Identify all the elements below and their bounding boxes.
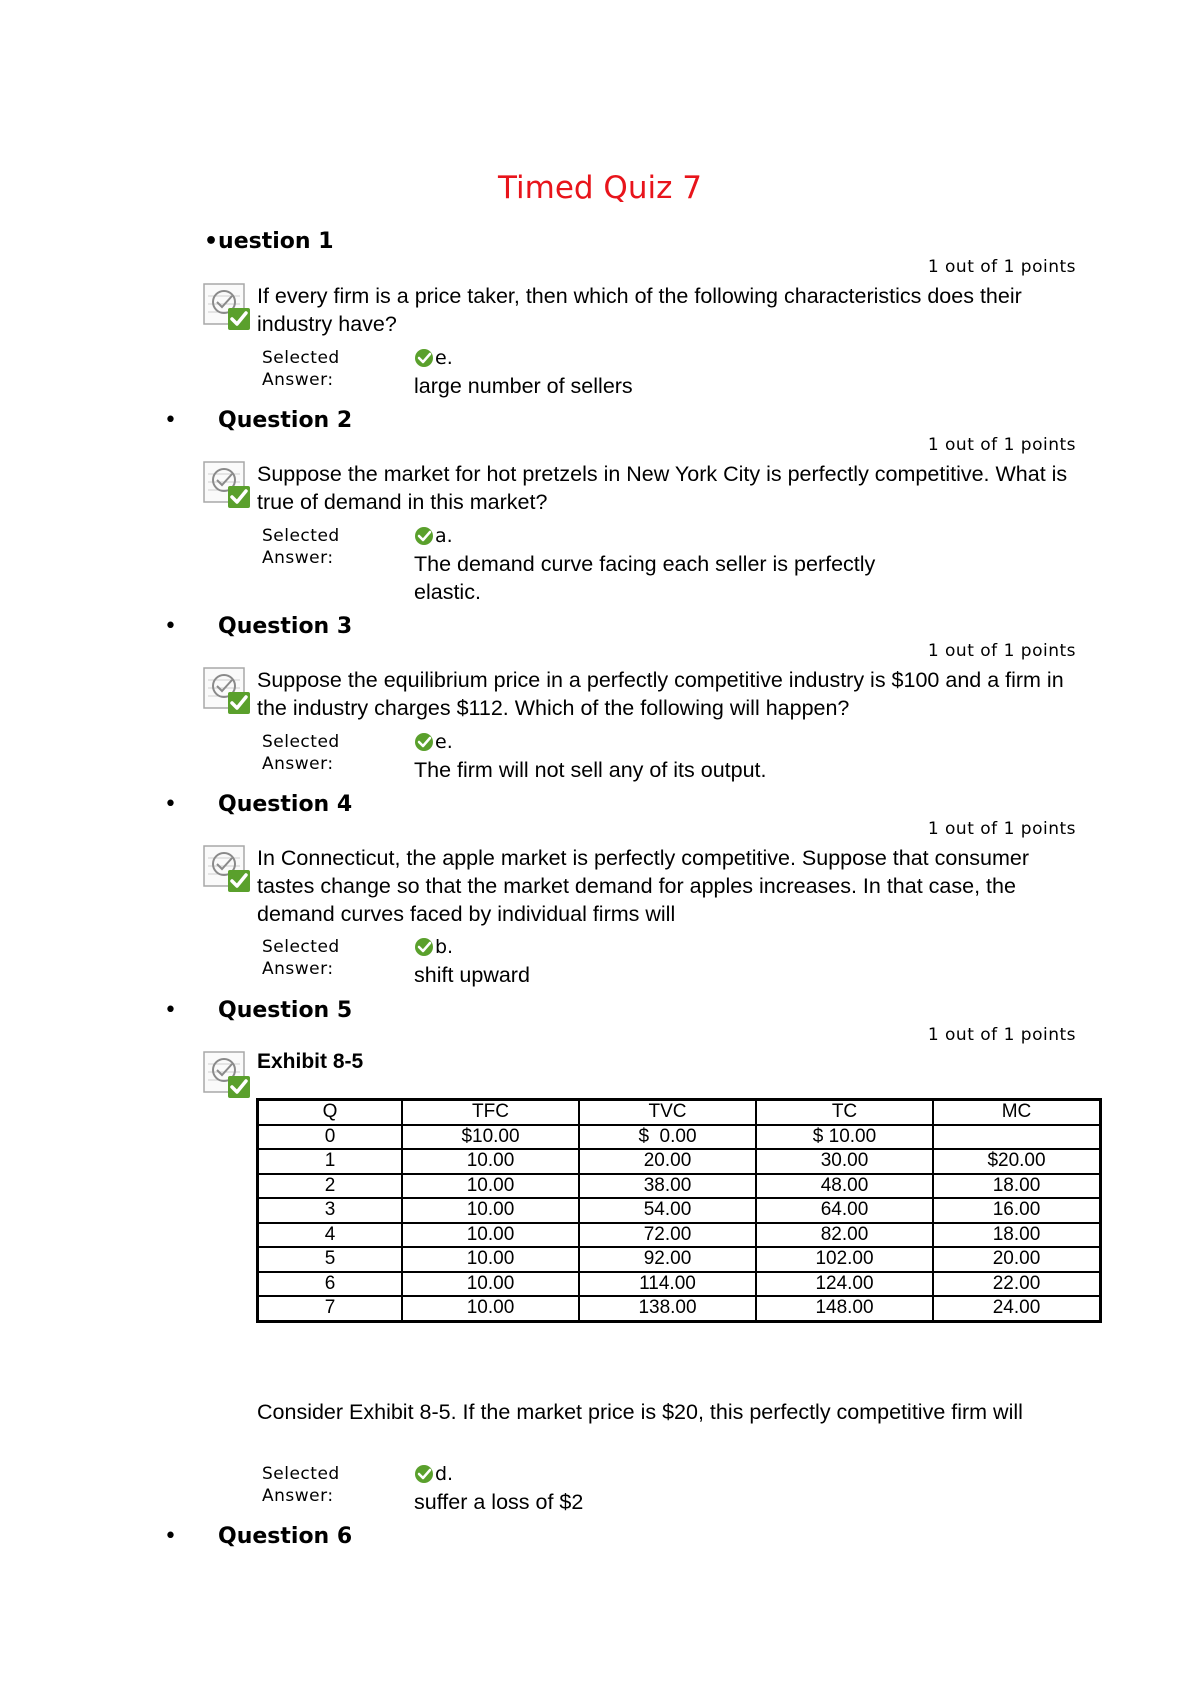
table-row xyxy=(258,1296,1101,1321)
bullet: • xyxy=(164,614,177,639)
question-3-heading: Question 3 xyxy=(218,614,353,639)
table-row xyxy=(258,1272,1101,1297)
column-header: TC xyxy=(756,1100,933,1125)
table-cell: 10.00 xyxy=(402,1198,579,1223)
question-4-points: 1 out of 1 points xyxy=(927,819,1076,839)
question-1-points: 1 out of 1 points xyxy=(927,257,1076,277)
table-cell: 22.00 xyxy=(933,1272,1101,1297)
question-2-heading: Question 2 xyxy=(218,408,353,433)
table-cell: 20.00 xyxy=(933,1247,1101,1272)
answer-4-text: shift upward xyxy=(414,963,530,987)
table-cell: $ 0.00 xyxy=(579,1125,756,1150)
selected-label: Selected xyxy=(262,732,340,752)
selected-label: Selected xyxy=(262,526,340,546)
selected-label: Selected xyxy=(262,937,340,957)
table-cell: 18.00 xyxy=(933,1223,1101,1248)
table-row xyxy=(258,1247,1101,1272)
answer-5-text: suffer a loss of $2 xyxy=(414,1490,584,1514)
table-cell: 3 xyxy=(258,1198,403,1223)
answer-3-text: The firm will not sell any of its output. xyxy=(414,758,767,782)
correct-check-icon xyxy=(414,526,434,546)
table-cell: 38.00 xyxy=(579,1174,756,1199)
question-6-heading: Question 6 xyxy=(218,1524,353,1549)
correct-check-icon xyxy=(414,1464,434,1484)
answer-1-text: large number of sellers xyxy=(414,374,633,398)
graded-correct-icon xyxy=(202,458,252,510)
question-1-heading: •uestion 1 xyxy=(204,229,334,254)
table-row xyxy=(258,1174,1101,1199)
table-cell: 114.00 xyxy=(579,1272,756,1297)
table-cell: 10.00 xyxy=(402,1223,579,1248)
question-3-text: Suppose the equilibrium price in a perfectly competitive industry is $100 and a firm in the industry charges $112. Which of the following will happen? xyxy=(257,668,1064,720)
table-cell: 24.00 xyxy=(933,1296,1101,1321)
question-2-text: Suppose the market for hot pretzels in New York City is perfectly competitive. What is true of demand in this market? xyxy=(257,462,1068,514)
table-header-row xyxy=(258,1100,1101,1125)
answer-label: Answer: xyxy=(262,370,334,390)
table-cell: 72.00 xyxy=(579,1223,756,1248)
table-row xyxy=(258,1125,1101,1150)
correct-check-icon xyxy=(414,348,434,368)
page-title: Timed Quiz 7 xyxy=(498,170,702,206)
answer-label: Answer: xyxy=(262,548,334,568)
question-2-points: 1 out of 1 points xyxy=(927,435,1076,455)
table-cell: 2 xyxy=(258,1174,403,1199)
bullet: • xyxy=(164,792,177,817)
table-cell: 10.00 xyxy=(402,1296,579,1321)
table-cell: 82.00 xyxy=(756,1223,933,1248)
table-cell: 18.00 xyxy=(933,1174,1101,1199)
question-4-heading: Question 4 xyxy=(218,792,353,817)
table-cell: 10.00 xyxy=(402,1174,579,1199)
table-cell: 10.00 xyxy=(402,1149,579,1174)
table-cell: 92.00 xyxy=(579,1247,756,1272)
table-row xyxy=(258,1198,1101,1223)
answer-label: Answer: xyxy=(262,959,334,979)
correct-check-icon xyxy=(414,937,434,957)
question-5-text: Consider Exhibit 8-5. If the market price is $20, this perfectly competitive firm will xyxy=(257,1400,1023,1424)
column-header: TFC xyxy=(402,1100,579,1125)
bullet: • xyxy=(164,998,177,1023)
answer-1-letter: e. xyxy=(414,346,453,370)
question-5-points: 1 out of 1 points xyxy=(927,1025,1076,1045)
table-cell: 10.00 xyxy=(402,1247,579,1272)
exhibit-title: Exhibit 8-5 xyxy=(257,1050,364,1073)
table-cell: 0 xyxy=(258,1125,403,1150)
column-header: TVC xyxy=(579,1100,756,1125)
table-cell: 10.00 xyxy=(402,1272,579,1297)
table-cell: 64.00 xyxy=(756,1198,933,1223)
table-cell: 4 xyxy=(258,1223,403,1248)
table-cell: 148.00 xyxy=(756,1296,933,1321)
answer-label: Answer: xyxy=(262,754,334,774)
correct-check-icon xyxy=(414,732,434,752)
answer-label: Answer: xyxy=(262,1486,334,1506)
graded-correct-icon xyxy=(202,280,252,332)
answer-2-letter: a. xyxy=(414,524,453,548)
table-cell: 30.00 xyxy=(756,1149,933,1174)
answer-5-letter: d. xyxy=(414,1462,453,1486)
table-cell: 20.00 xyxy=(579,1149,756,1174)
question-3-points: 1 out of 1 points xyxy=(927,641,1076,661)
table-cell: 16.00 xyxy=(933,1198,1101,1223)
table-cell: $ 10.00 xyxy=(756,1125,933,1150)
selected-label: Selected xyxy=(262,348,340,368)
question-1-text: If every firm is a price taker, then which of the following characteristics does their industry have? xyxy=(257,284,1022,336)
table-cell: $20.00 xyxy=(933,1149,1101,1174)
table-cell: 124.00 xyxy=(756,1272,933,1297)
answer-2-text: The demand curve facing each seller is perfectly elastic. xyxy=(414,552,876,604)
table-cell: 48.00 xyxy=(756,1174,933,1199)
table-cell: 1 xyxy=(258,1149,403,1174)
column-header: Q xyxy=(258,1100,403,1125)
table-cell: 6 xyxy=(258,1272,403,1297)
graded-correct-icon xyxy=(202,664,252,716)
table-cell: 138.00 xyxy=(579,1296,756,1321)
graded-correct-icon xyxy=(202,1048,252,1100)
table-row xyxy=(258,1223,1101,1248)
table-cell: 7 xyxy=(258,1296,403,1321)
exhibit-table xyxy=(256,1098,1102,1323)
answer-4-letter: b. xyxy=(414,935,453,959)
table-cell xyxy=(933,1125,1101,1150)
question-5-heading: Question 5 xyxy=(218,998,353,1023)
table-cell: 102.00 xyxy=(756,1247,933,1272)
graded-correct-icon xyxy=(202,842,252,894)
selected-label: Selected xyxy=(262,1464,340,1484)
bullet: • xyxy=(164,1524,177,1549)
bullet: • xyxy=(164,408,177,433)
table-row xyxy=(258,1149,1101,1174)
table-cell: 5 xyxy=(258,1247,403,1272)
answer-3-letter: e. xyxy=(414,730,453,754)
table-cell: 54.00 xyxy=(579,1198,756,1223)
column-header: MC xyxy=(933,1100,1101,1125)
question-4-text: In Connecticut, the apple market is perfectly competitive. Suppose that consumer tastes change so that the market demand for apples increases. In that case, the demand curves faced by individual firms will xyxy=(257,846,1030,926)
table-cell: $10.00 xyxy=(402,1125,579,1150)
